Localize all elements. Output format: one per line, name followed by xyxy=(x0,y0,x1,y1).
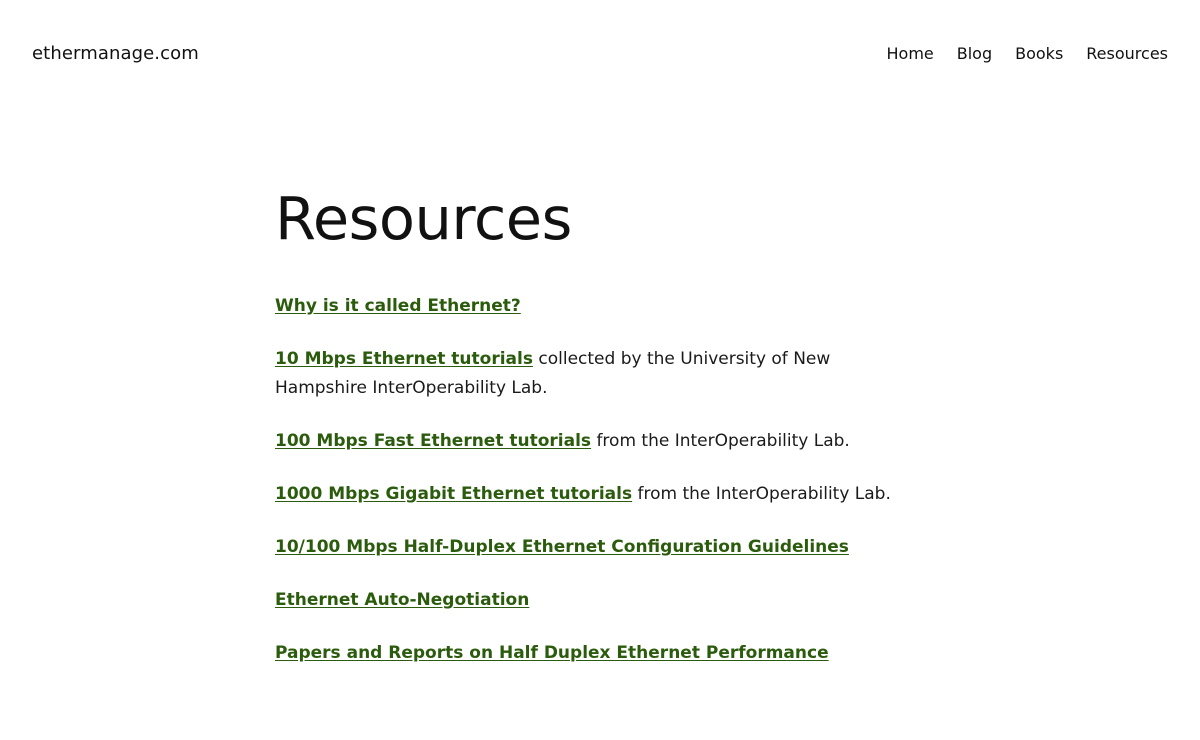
resource-item xyxy=(275,345,895,403)
main-nav xyxy=(887,43,1169,65)
resource-item xyxy=(275,586,895,615)
nav-blog[interactable]: Blog xyxy=(956,44,993,63)
site-header xyxy=(0,0,1200,110)
nav-books[interactable]: Books xyxy=(1015,44,1064,63)
resource-description: from the InterOperability Lab. xyxy=(591,431,850,451)
resource-link-why-ethernet[interactable]: Why is it called Ethernet? xyxy=(275,296,521,316)
nav-resources[interactable]: Resources xyxy=(1086,44,1168,63)
resource-description: collected by the University of New Hampshire InterOperability Lab. xyxy=(275,349,831,398)
resource-link-half-duplex-papers[interactable]: Papers and Reports on Half Duplex Ethernet Performance xyxy=(275,643,829,663)
resource-link-half-duplex-guidelines[interactable]: 10/100 Mbps Half-Duplex Ethernet Configuration Guidelines xyxy=(275,537,849,557)
resource-item xyxy=(275,292,895,321)
resource-link-auto-negotiation[interactable]: Ethernet Auto-Negotiation xyxy=(275,590,530,610)
resource-item xyxy=(275,533,895,562)
resource-link-1000mbps-tutorials[interactable]: 1000 Mbps Gigabit Ethernet tutorials xyxy=(275,484,633,504)
nav-home[interactable]: Home xyxy=(886,44,934,63)
resource-item xyxy=(275,427,895,456)
resource-item xyxy=(275,639,895,668)
main-content xyxy=(275,180,895,692)
resource-link-10mbps-tutorials[interactable]: 10 Mbps Ethernet tutorials xyxy=(275,349,533,369)
resource-link-100mbps-tutorials[interactable]: 100 Mbps Fast Ethernet tutorials xyxy=(275,431,592,451)
site-title-link[interactable]: ethermanage.com xyxy=(32,43,199,64)
resource-description: from the InterOperability Lab. xyxy=(632,484,891,504)
resource-item xyxy=(275,480,895,509)
page-title: Resources xyxy=(275,184,572,253)
